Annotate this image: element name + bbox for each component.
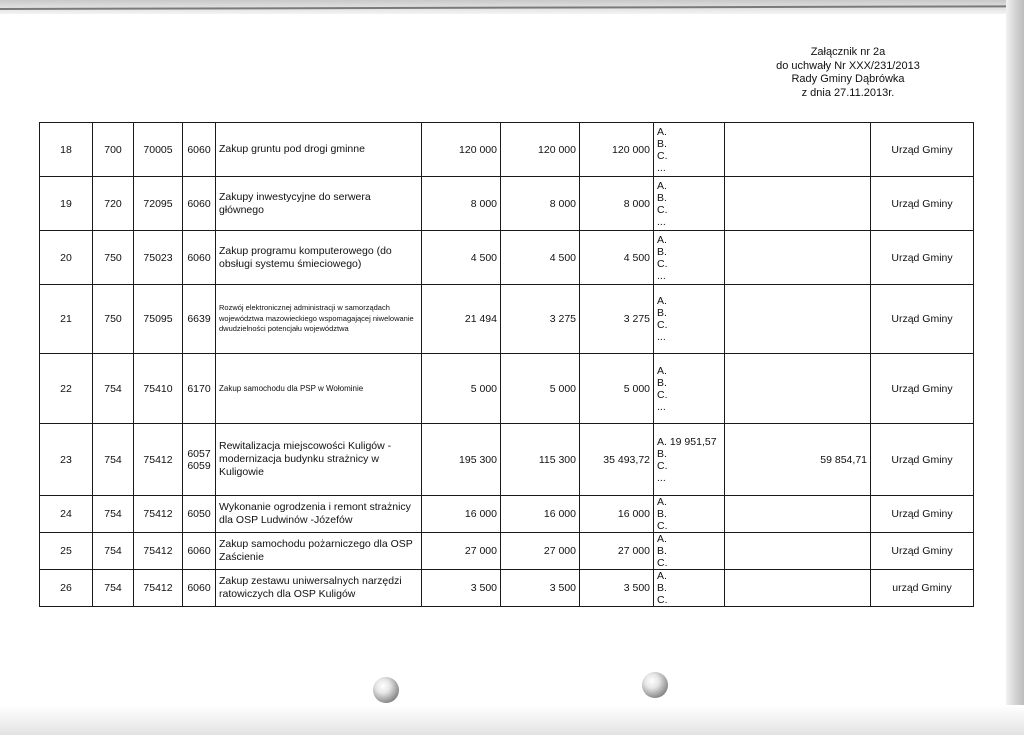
task-name: Rewitalizacja miejscowości Kuligów - modernizacja budynku strażnicy w Kuligowie xyxy=(216,424,422,496)
table-row xyxy=(40,231,974,285)
task-name: Zakup gruntu pod drogi gminne xyxy=(216,123,422,177)
punch-hole-left xyxy=(373,677,399,703)
future-years-value: 59 854,71 xyxy=(725,424,871,496)
source-c: C. xyxy=(657,257,668,270)
own-funds-value: 16 000 xyxy=(580,496,654,533)
source-b: B. xyxy=(657,508,667,520)
own-funds-value: 35 493,72 xyxy=(580,424,654,496)
source-c: C. xyxy=(657,520,668,532)
dzial-cell: 750 xyxy=(93,285,134,354)
future-years-value xyxy=(725,123,871,177)
source-more: ... xyxy=(657,471,666,484)
source-b: B. xyxy=(657,191,667,204)
source-more: ... xyxy=(657,215,666,228)
row-number: 23 xyxy=(40,424,93,496)
paragraf-2: 6059 xyxy=(187,459,211,472)
task-name: Zakup samochodu pożarniczego dla OSP Zaścienie xyxy=(216,533,422,570)
header-line-3: Rady Gminy Dąbrówka xyxy=(791,73,905,85)
total-cost: 21 494 xyxy=(422,285,501,354)
source-a: A. xyxy=(657,233,667,246)
table-row xyxy=(40,123,974,177)
responsible-unit: Urząd Gminy xyxy=(871,177,974,231)
row-number: 20 xyxy=(40,231,93,285)
source-a: A. xyxy=(657,125,667,138)
paragraf-cell: 6060 xyxy=(183,123,216,177)
expenditure-value: 3 500 xyxy=(501,570,580,607)
table-row xyxy=(40,285,974,354)
responsible-unit: Urząd Gminy xyxy=(871,424,974,496)
source-c: C. xyxy=(657,388,668,401)
table-row xyxy=(40,533,974,570)
source-c: C. xyxy=(657,459,668,472)
dzial-cell: 754 xyxy=(93,354,134,424)
dzial-cell: 720 xyxy=(93,177,134,231)
rozdzial-cell: 75412 xyxy=(134,496,183,533)
own-funds-value: 8 000 xyxy=(580,177,654,231)
funding-sources xyxy=(654,533,725,570)
funding-sources xyxy=(654,424,725,496)
expenditure-value: 115 300 xyxy=(501,424,580,496)
source-c: C. xyxy=(657,594,668,606)
source-a: A. xyxy=(657,179,667,192)
source-a: A. xyxy=(657,533,667,545)
expenditure-value: 3 275 xyxy=(501,285,580,354)
investment-table xyxy=(39,122,974,607)
rozdzial-cell: 75412 xyxy=(134,533,183,570)
dzial-cell: 754 xyxy=(93,496,134,533)
row-number: 25 xyxy=(40,533,93,570)
funding-sources xyxy=(654,570,725,607)
rozdzial-cell: 75410 xyxy=(134,354,183,424)
scan-bottom-edge xyxy=(0,705,1024,735)
paragraf-cell xyxy=(183,424,216,496)
task-name: Zakup programu komputerowego (do obsługi systemu śmieciowego) xyxy=(216,231,422,285)
total-cost: 8 000 xyxy=(422,177,501,231)
paragraf-cell: 6060 xyxy=(183,570,216,607)
total-cost: 16 000 xyxy=(422,496,501,533)
future-years-value xyxy=(725,231,871,285)
funding-sources xyxy=(654,123,725,177)
table-row xyxy=(40,177,974,231)
total-cost: 27 000 xyxy=(422,533,501,570)
funding-sources xyxy=(654,354,725,424)
responsible-unit: Urząd Gminy xyxy=(871,496,974,533)
responsible-unit: urząd Gminy xyxy=(871,570,974,607)
task-name: Zakup samochodu dla PSP w Wołominie xyxy=(216,354,422,424)
table-row xyxy=(40,570,974,607)
source-a: A. xyxy=(657,496,667,508)
table-row xyxy=(40,496,974,533)
source-b: B. xyxy=(657,137,667,150)
paragraf-cell: 6060 xyxy=(183,177,216,231)
punch-hole-right xyxy=(642,672,668,698)
paragraf-cell: 6060 xyxy=(183,231,216,285)
header-line-2: do uchwały Nr XXX/231/2013 xyxy=(776,59,920,72)
future-years-value xyxy=(725,285,871,354)
source-more: ... xyxy=(657,269,666,282)
responsible-unit: Urząd Gminy xyxy=(871,354,974,424)
rozdzial-cell: 75412 xyxy=(134,424,183,496)
expenditure-value: 4 500 xyxy=(501,231,580,285)
dzial-cell: 750 xyxy=(93,231,134,285)
source-c: C. xyxy=(657,203,668,216)
total-cost: 5 000 xyxy=(422,354,501,424)
own-funds-value: 3 275 xyxy=(580,285,654,354)
source-c: C. xyxy=(657,149,668,162)
source-b: B. xyxy=(657,376,667,389)
own-funds-value: 4 500 xyxy=(580,231,654,285)
scan-right-edge xyxy=(1006,0,1024,735)
funding-sources xyxy=(654,285,725,354)
total-cost: 120 000 xyxy=(422,123,501,177)
dzial-cell: 754 xyxy=(93,424,134,496)
source-more: ... xyxy=(657,400,666,413)
paragraf-cell: 6639 xyxy=(183,285,216,354)
source-b: B. xyxy=(657,307,667,319)
expenditure-value: 5 000 xyxy=(501,354,580,424)
funding-sources xyxy=(654,496,725,533)
task-name: Rozwój elektronicznej administracji w samorządach województwa mazowieckiego wspomagającej niwelowanie dwudzielności potencjału województwa xyxy=(216,285,422,354)
paragraf-cell: 6050 xyxy=(183,496,216,533)
task-name: Zakup zestawu uniwersalnych narzędzi ratowiczych dla OSP Kuligów xyxy=(216,570,422,607)
source-a: A. xyxy=(657,364,667,377)
future-years-value xyxy=(725,177,871,231)
table-row xyxy=(40,424,974,496)
own-funds-value: 3 500 xyxy=(580,570,654,607)
row-number: 26 xyxy=(40,570,93,607)
rozdzial-cell: 75095 xyxy=(134,285,183,354)
source-b: B. xyxy=(657,447,667,460)
dzial-cell: 754 xyxy=(93,533,134,570)
table-row xyxy=(40,354,974,424)
source-a: A. 19 951,57 xyxy=(657,435,717,448)
source-a: A. xyxy=(657,295,667,307)
funding-sources xyxy=(654,231,725,285)
row-number: 21 xyxy=(40,285,93,354)
future-years-value xyxy=(725,533,871,570)
source-b: B. xyxy=(657,245,667,258)
task-name: Wykonanie ogrodzenia i remont strażnicy dla OSP Ludwinów -Józefów xyxy=(216,496,422,533)
row-number: 24 xyxy=(40,496,93,533)
paragraf-cell: 6060 xyxy=(183,533,216,570)
source-c: C. xyxy=(657,319,668,331)
header-line-1: Załącznik nr 2a xyxy=(810,46,886,58)
paragraf-cell: 6170 xyxy=(183,354,216,424)
source-more: ... xyxy=(657,331,666,343)
responsible-unit: Urząd Gminy xyxy=(871,231,974,285)
expenditure-value: 120 000 xyxy=(501,123,580,177)
attachment-header xyxy=(738,46,958,100)
rozdzial-cell: 70005 xyxy=(134,123,183,177)
rozdzial-cell: 75023 xyxy=(134,231,183,285)
total-cost: 195 300 xyxy=(422,424,501,496)
row-number: 19 xyxy=(40,177,93,231)
dzial-cell: 754 xyxy=(93,570,134,607)
own-funds-value: 5 000 xyxy=(580,354,654,424)
future-years-value xyxy=(725,496,871,533)
responsible-unit: Urząd Gminy xyxy=(871,285,974,354)
expenditure-value: 16 000 xyxy=(501,496,580,533)
rozdzial-cell: 72095 xyxy=(134,177,183,231)
paragraf-1: 6057 xyxy=(187,447,211,460)
funding-sources xyxy=(654,177,725,231)
expenditure-value: 8 000 xyxy=(501,177,580,231)
header-line-4: z dnia 27.11.2013r. xyxy=(801,86,895,99)
expenditure-value: 27 000 xyxy=(501,533,580,570)
source-b: B. xyxy=(657,582,667,594)
source-more: ... xyxy=(657,161,666,174)
task-name: Zakupy inwestycyjne do serwera głównego xyxy=(216,177,422,231)
responsible-unit: Urząd Gminy xyxy=(871,533,974,570)
future-years-value xyxy=(725,354,871,424)
future-years-value xyxy=(725,570,871,607)
own-funds-value: 120 000 xyxy=(580,123,654,177)
total-cost: 4 500 xyxy=(422,231,501,285)
source-c: C. xyxy=(657,557,668,569)
total-cost: 3 500 xyxy=(422,570,501,607)
responsible-unit: Urząd Gminy xyxy=(871,123,974,177)
row-number: 22 xyxy=(40,354,93,424)
rozdzial-cell: 75412 xyxy=(134,570,183,607)
source-b: B. xyxy=(657,545,667,557)
dzial-cell: 700 xyxy=(93,123,134,177)
own-funds-value: 27 000 xyxy=(580,533,654,570)
source-a: A. xyxy=(657,570,667,582)
row-number: 18 xyxy=(40,123,93,177)
